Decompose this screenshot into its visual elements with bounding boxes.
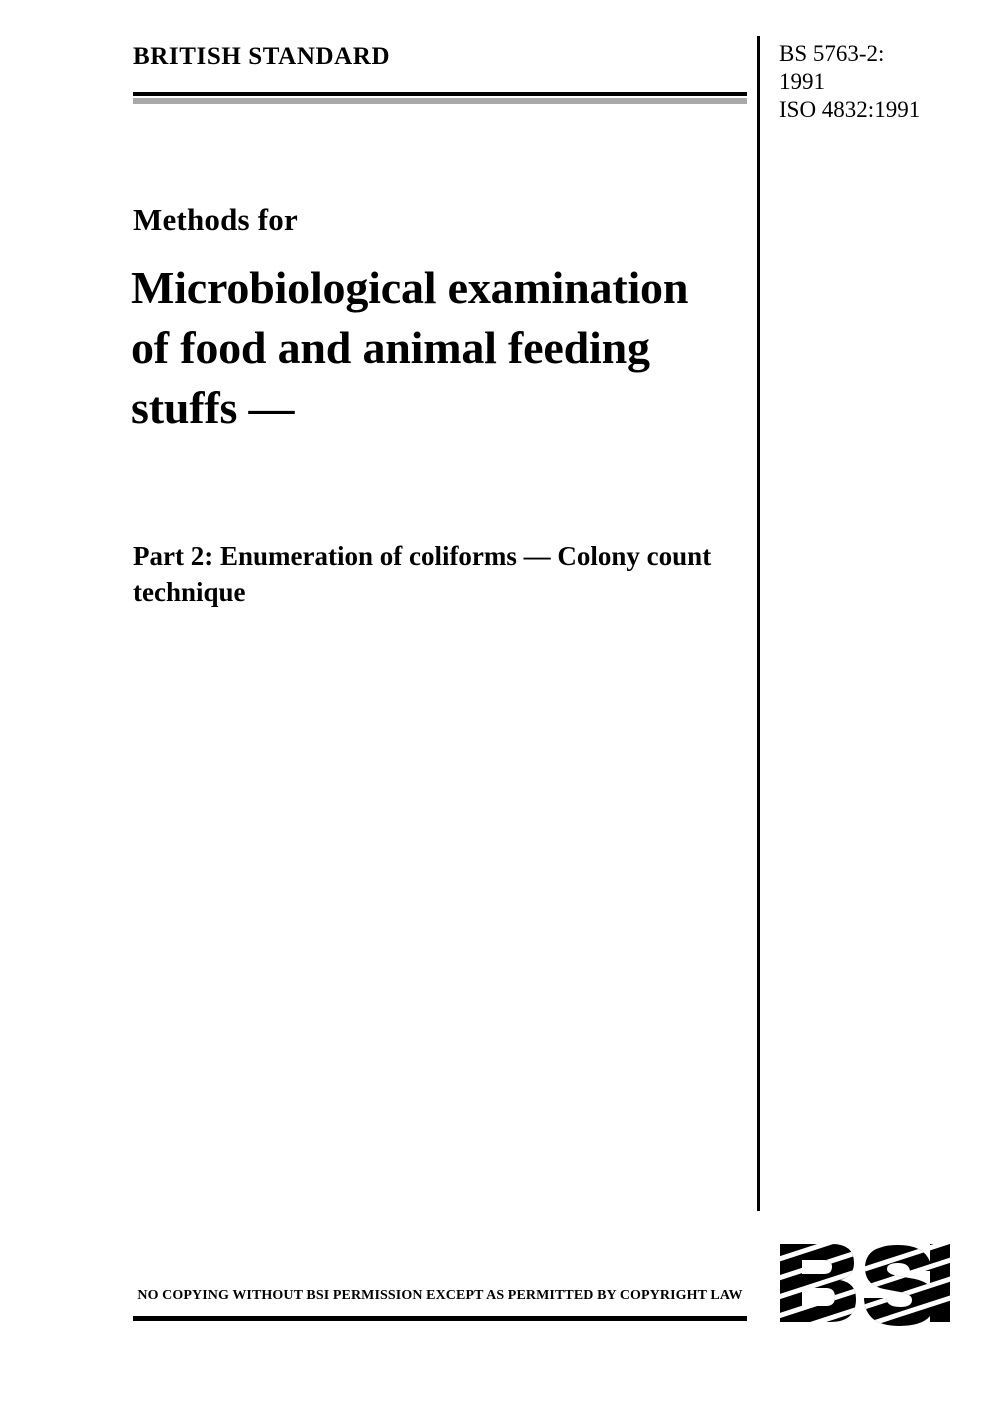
header-rule-black — [133, 92, 747, 96]
page-title: Microbiological examination of food and animal feeding stuffs — — [131, 262, 689, 433]
page-subtitle: Part 2: Enumeration of coliforms — Colony count technique — [133, 541, 712, 607]
vertical-divider-rule — [757, 36, 760, 1211]
copyright-notice: NO COPYING WITHOUT BSI PERMISSION EXCEPT AS PERMITTED BY COPYRIGHT LAW — [137, 1288, 743, 1303]
document-reference — [779, 40, 979, 124]
document-reference-line-1: BS 5763-2: — [779, 41, 885, 66]
footer-rule — [133, 1316, 747, 1321]
british-standard-label: BRITISH STANDARD — [133, 43, 391, 70]
header-rule-grey — [133, 98, 747, 104]
document-reference-line-3: ISO 4832:1991 — [779, 97, 921, 122]
document-reference-line-2: 1991 — [779, 69, 825, 94]
bsi-logo-icon — [772, 1230, 952, 1335]
title-eyebrow: Methods for — [133, 202, 298, 237]
